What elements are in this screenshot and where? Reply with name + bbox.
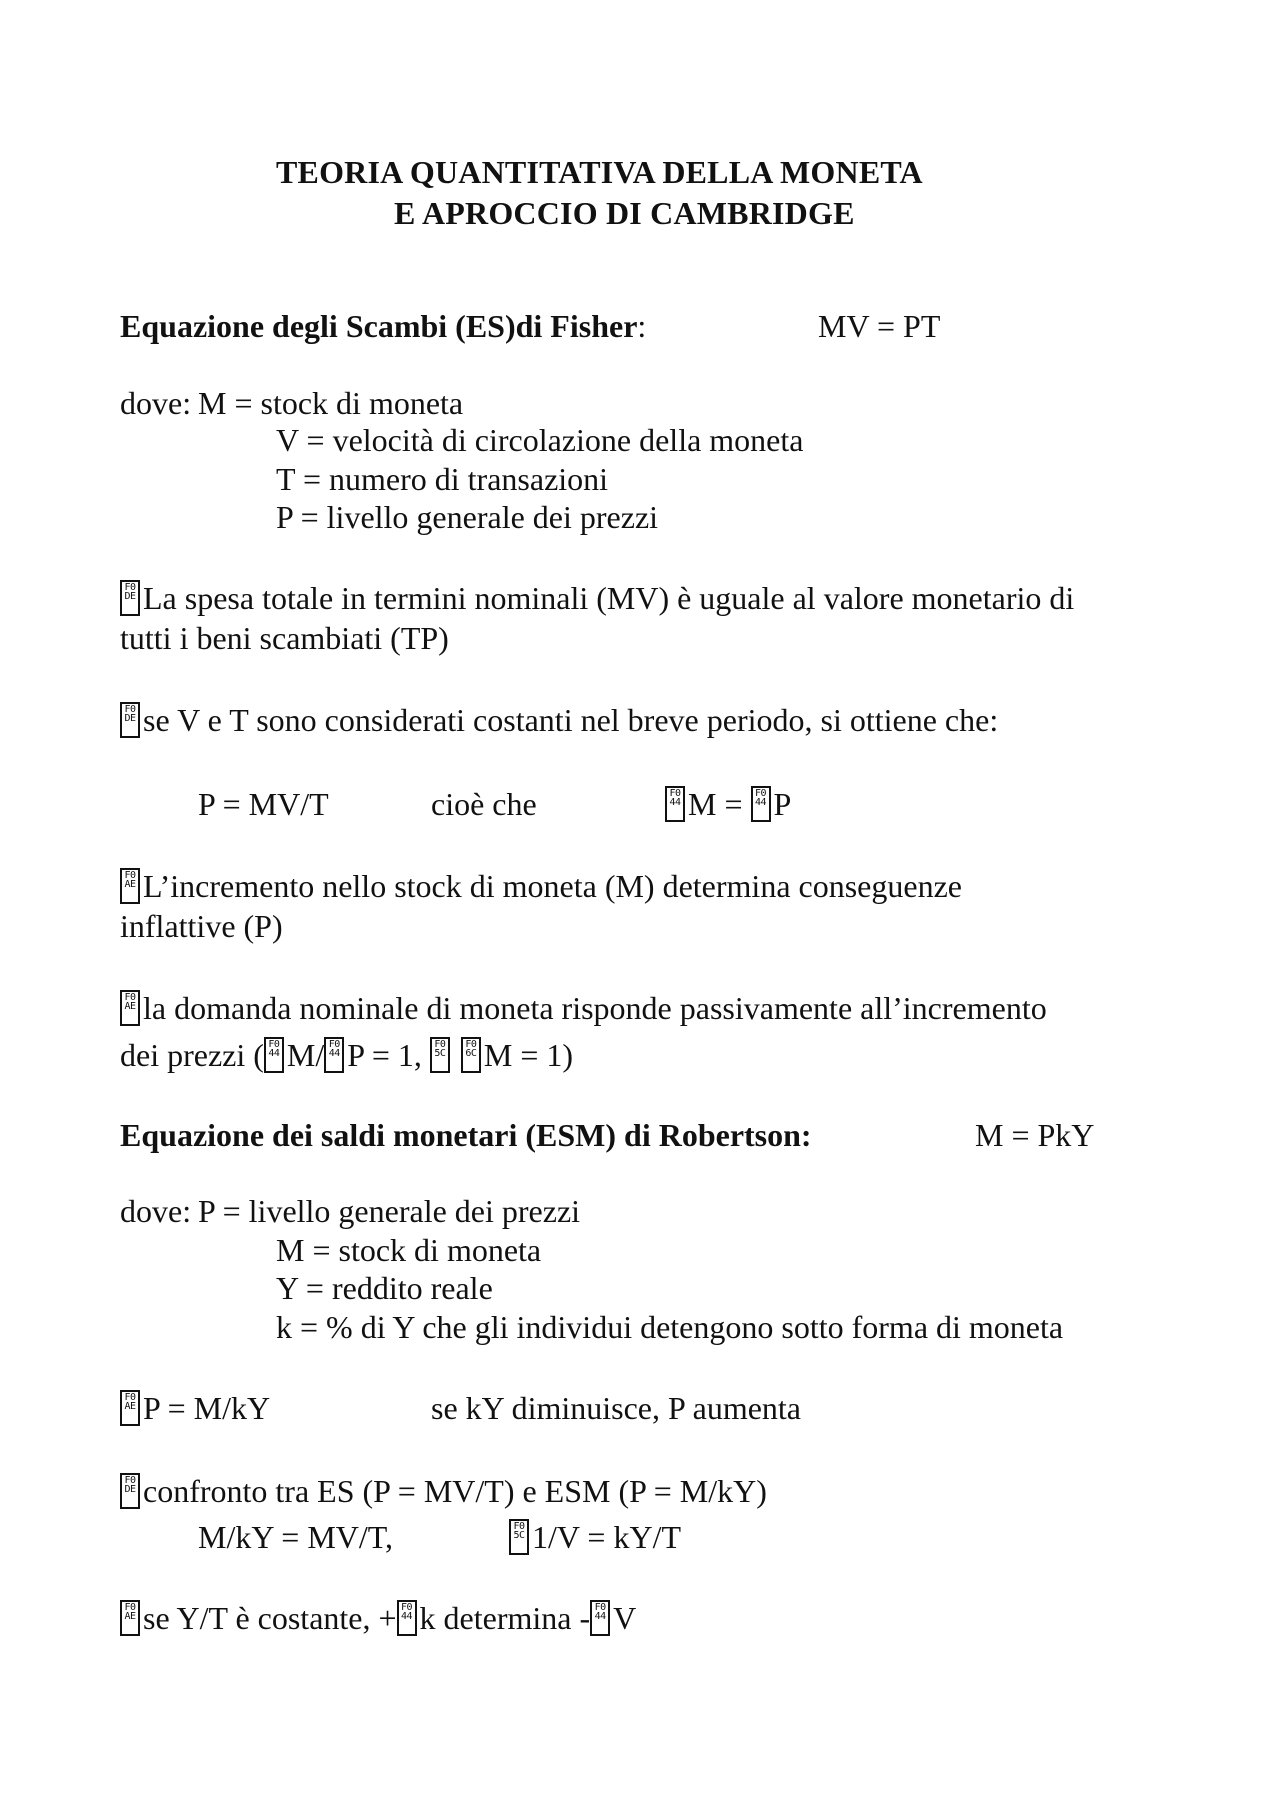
point-6-eq-left: M/kY = MV/T, bbox=[198, 1519, 393, 1555]
fisher-heading: Equazione degli Scambi (ES)di Fisher bbox=[120, 308, 638, 344]
point-1-line-b: tutti i beni scambiati (TP) bbox=[120, 620, 449, 656]
fisher-dove-label: dove: bbox=[120, 385, 192, 421]
missing-glyph-icon: F0 DE bbox=[120, 702, 140, 738]
fisher-def: P = livello generale dei prezzi bbox=[276, 499, 659, 535]
point-7: F0 AE se Y/T è costante, + F0 44 k determina - F0 44 V bbox=[120, 1599, 636, 1637]
fisher-heading-row bbox=[120, 307, 646, 345]
point-2 bbox=[120, 701, 998, 739]
missing-glyph-icon: F0 44 bbox=[324, 1037, 344, 1073]
point-6-eq-right: F0 5C 1/V = kY/T bbox=[509, 1518, 681, 1556]
fisher-def: V = velocità di circolazione della moneta bbox=[276, 422, 804, 458]
equation-left: P = MV/T bbox=[198, 786, 329, 822]
point-4-text-a: la domanda nominale di moneta risponde passivamente all’incremento bbox=[143, 990, 1047, 1026]
point-3-line-a bbox=[120, 867, 962, 905]
missing-glyph-icon: F0 AE bbox=[120, 990, 140, 1026]
fisher-def: M = stock di moneta bbox=[198, 385, 464, 421]
missing-glyph-icon: F0 44 bbox=[397, 1600, 417, 1636]
missing-glyph-icon: F0 AE bbox=[120, 1390, 140, 1426]
missing-glyph-icon: F0 44 bbox=[590, 1600, 610, 1636]
missing-glyph-icon: F0 5C bbox=[430, 1037, 450, 1073]
fisher-def: T = numero di transazioni bbox=[276, 461, 609, 497]
point-3-text-a: L’incremento nello stock di moneta (M) determina conseguenze bbox=[143, 868, 962, 904]
point-1-text-a: La spesa totale in termini nominali (MV) è uguale al valore monetario di bbox=[143, 580, 1075, 616]
point-5-left: F0 AE P = M/kY bbox=[120, 1389, 270, 1427]
missing-glyph-icon: F0 AE bbox=[120, 868, 140, 904]
missing-glyph-icon: F0 DE bbox=[120, 1473, 140, 1509]
point-3-line-b: inflattive (P) bbox=[120, 908, 283, 944]
missing-glyph-icon: F0 6C bbox=[461, 1037, 481, 1073]
equation-right: F0 44 M = F0 44 P bbox=[665, 785, 791, 823]
missing-glyph-icon: F0 44 bbox=[264, 1037, 284, 1073]
missing-glyph-icon: F0 5C bbox=[509, 1519, 529, 1555]
point-2-text: se V e T sono considerati costanti nel breve periodo, si ottiene che: bbox=[143, 702, 999, 738]
robertson-def: k = % di Y che gli individui detengono sotto forma di moneta bbox=[276, 1309, 1064, 1345]
point-1-line-a bbox=[120, 579, 1074, 617]
missing-glyph-icon: F0 44 bbox=[751, 786, 771, 822]
fisher-colon: : bbox=[637, 308, 647, 344]
point-5-right: se kY diminuisce, P aumenta bbox=[431, 1390, 801, 1426]
equation-mid: cioè che bbox=[431, 786, 537, 822]
missing-glyph-icon: F0 AE bbox=[120, 1600, 140, 1636]
title-line-2: E APROCCIO DI CAMBRIDGE bbox=[394, 195, 855, 231]
point-4-line-b: dei prezzi ( F0 44 M/ F0 44 P = 1, F0 5C F0 6C M = 1) bbox=[120, 1037, 574, 1073]
robertson-formula: M = PkY bbox=[975, 1117, 1095, 1153]
fisher-formula: MV = PT bbox=[818, 308, 941, 344]
robertson-heading: Equazione dei saldi monetari (ESM) di Robertson: bbox=[120, 1117, 812, 1153]
missing-glyph-icon: F0 DE bbox=[120, 580, 140, 616]
robertson-def: Y = reddito reale bbox=[276, 1270, 493, 1306]
missing-glyph-icon: F0 44 bbox=[665, 786, 685, 822]
title-line-1: TEORIA QUANTITATIVA DELLA MONETA bbox=[276, 154, 923, 190]
point-6: F0 DE confronto tra ES (P = MV/T) e ESM (P = M/kY) bbox=[120, 1472, 767, 1510]
robertson-def: M = stock di moneta bbox=[276, 1232, 542, 1268]
point-4-line-a bbox=[120, 989, 1047, 1027]
robertson-def: P = livello generale dei prezzi bbox=[198, 1193, 581, 1229]
robertson-dove-label: dove: bbox=[120, 1193, 192, 1229]
